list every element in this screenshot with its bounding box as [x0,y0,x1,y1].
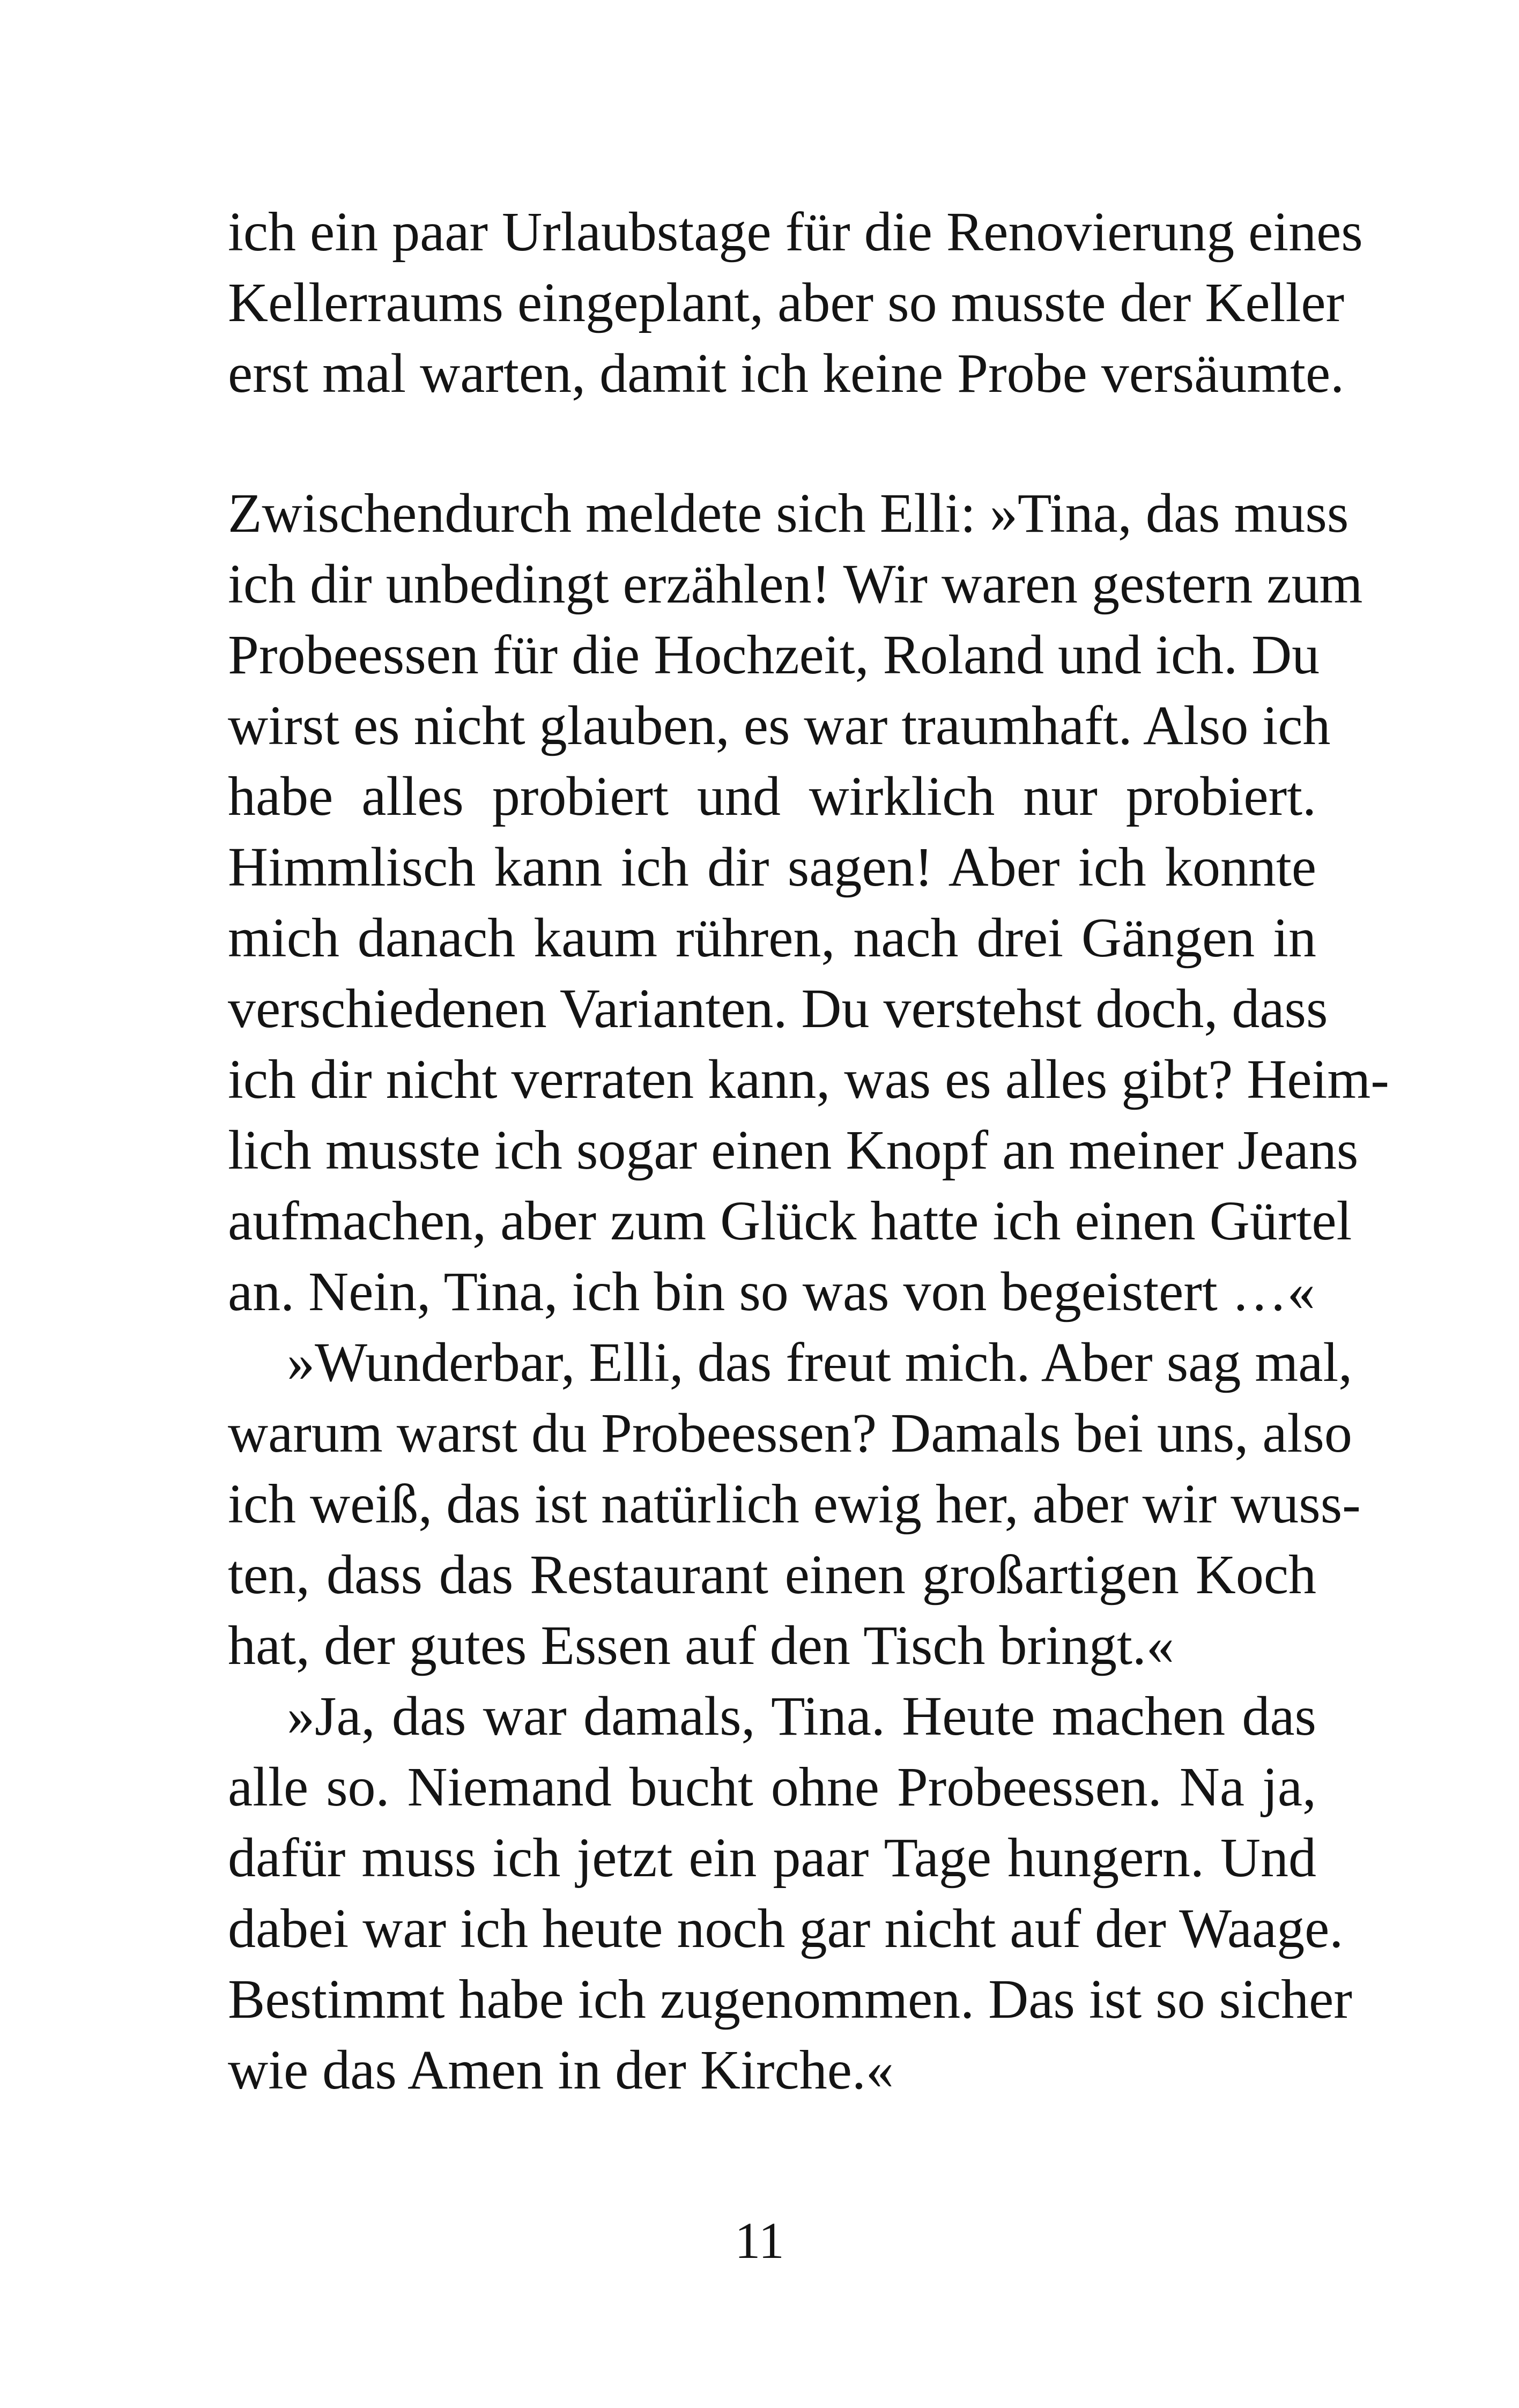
text-line: erst mal warten, damit ich keine Probe versäumte. [228,343,1345,404]
text-line: ich dir unbedingt erzählen! Wir waren gestern zum [228,553,1363,615]
text-line: »Ja, das war damals, Tina. Heute machen das [287,1685,1316,1747]
text-line: ten, dass das Restaurant einen großartigen Koch [228,1544,1316,1606]
paragraph-2 [228,478,1389,2106]
text-line: alle so. Niemand bucht ohne Probeessen. Na ja, [228,1756,1316,1818]
text-line: wie das Amen in der Kirche.« [228,2039,894,2101]
text-line: an. Nein, Tina, ich bin so was von begeistert …« [228,1261,1315,1322]
text-line: dafür muss ich jetzt ein paar Tage hungern. Und [228,1827,1316,1889]
text-line: wirst es nicht glauben, es war traumhaft. Also ich [228,695,1331,756]
text-line: aufmachen, aber zum Glück hatte ich einen Gürtel [228,1190,1352,1252]
text-line: »Wunderbar, Elli, das freut mich. Aber sag mal, [287,1332,1353,1393]
text-line: habe alles probiert und wirklich nur probiert. [228,765,1316,827]
text-line: mich danach kaum rühren, nach drei Gängen in [228,907,1316,969]
text-line: Himmlisch kann ich dir sagen! Aber ich konnte [228,836,1316,898]
paragraph-1 [228,197,1363,409]
text-line: ich ein paar Urlaubstage für die Renovierung eines [228,201,1363,263]
text-line: verschiedenen Varianten. Du verstehst doch, dass [228,978,1328,1039]
text-line: Bestimmt habe ich zugenommen. Das ist so sicher [228,1968,1352,2030]
text-line: Kellerraums eingeplant, aber so musste der Keller [228,272,1345,333]
text-line: Probeessen für die Hochzeit, Roland und ich. Du [228,624,1320,686]
text-line: hat, der gutes Essen auf den Tisch bringt.« [228,1615,1174,1676]
text-line: lich musste ich sogar einen Knopf an meiner Jeans [228,1119,1359,1181]
page-number: 11 [735,2212,784,2269]
text-line: warum warst du Probeessen? Damals bei uns, also [228,1402,1352,1464]
text-line: dabei war ich heute noch gar nicht auf der Waage. [228,1898,1344,1959]
text-line: ich weiß, das ist natürlich ewig her, aber wir wuss- [228,1473,1361,1535]
text-line: Zwischendurch meldete sich Elli: »Tina, das muss [228,482,1349,544]
text-line: ich dir nicht verraten kann, was es alles gibt? Heim- [228,1049,1389,1110]
